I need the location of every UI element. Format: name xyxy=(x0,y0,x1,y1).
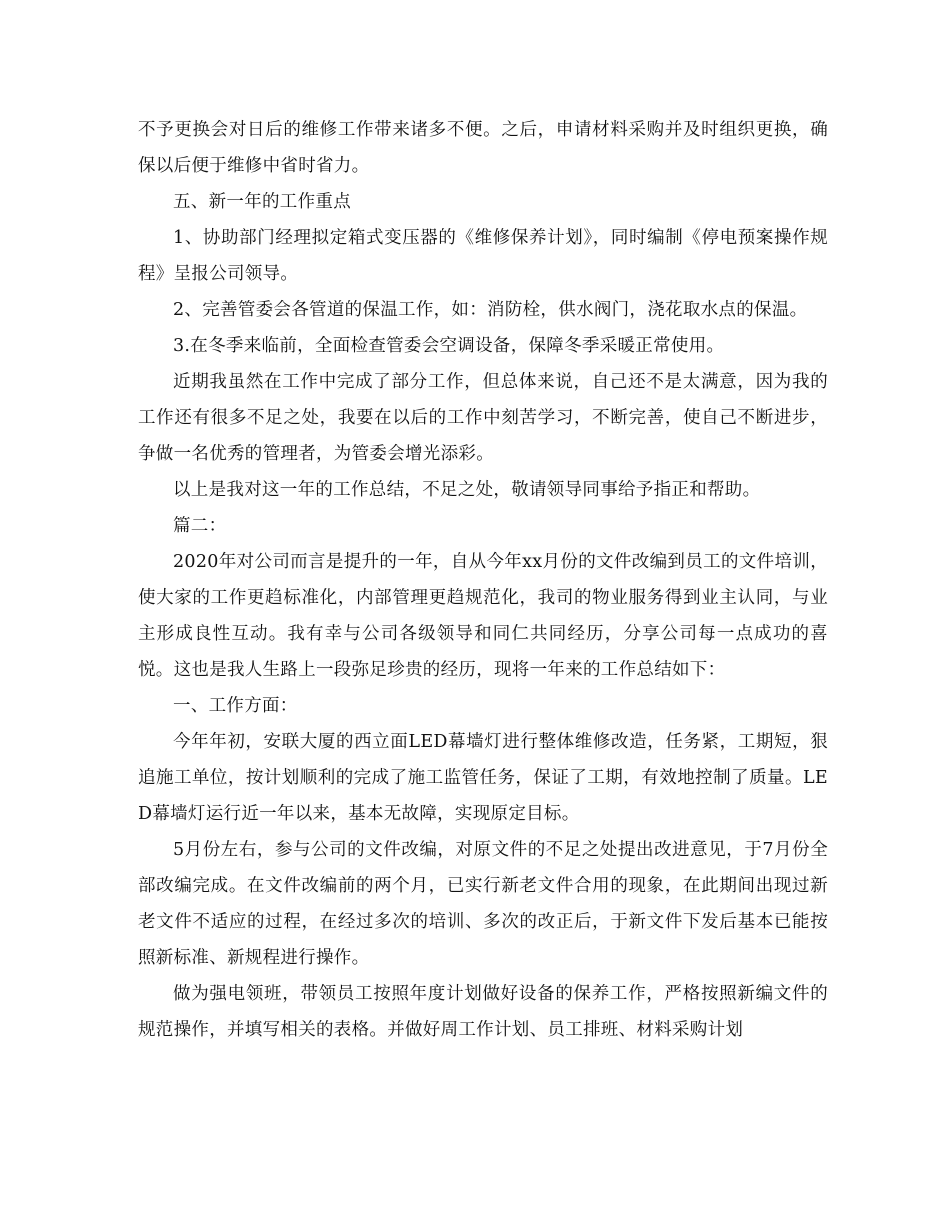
paragraph: 1、协助部门经理拟定箱式变压器的《维修保养计划》，同时编制《停电预案操作规程》呈报公司领导。 xyxy=(138,228,828,284)
paragraph: 2、完善管委会各管道的保温工作，如：消防栓，供水阀门，浇花取水点的保温。 xyxy=(173,300,808,320)
paragraph: 做为强电领班，带领员工按照年度计划做好设备的保养工作，严格按照新编文件的规范操作，并填写相关的表格。并做好周工作计划、员工排班、材料采购计划 xyxy=(138,984,828,1040)
section-heading: 篇二： xyxy=(173,516,227,536)
paragraph: 近期我虽然在工作中完成了部分工作，但总体来说，自己还不是太满意，因为我的工作还有很多不足之处，我要在以后的工作中刻苦学习，不断完善，使自己不断进步，争做一名优秀的管理者，为管委会增光添彩。 xyxy=(138,372,828,464)
section-heading: 一、工作方面： xyxy=(173,696,298,716)
document-body xyxy=(138,112,828,1048)
paragraph: 5月份左右，参与公司的文件改编，对原文件的不足之处提出改进意见，于7月份全部改编完成。在文件改编前的两个月，已实行新老文件合用的现象，在此期间出现过新老文件不适应的过程，在经过多次的培训、多次的改正后，于新文件下发后基本已能按照新标准、新规程进行操作。 xyxy=(138,840,828,968)
section-heading: 五、新一年的工作重点 xyxy=(173,192,351,212)
paragraph: 3.在冬季来临前，全面检查管委会空调设备，保障冬季采暖正常使用。 xyxy=(173,336,725,356)
paragraph: 不予更换会对日后的维修工作带来诸多不便。之后，申请材料采购并及时组织更换，确保以后便于维修中省时省力。 xyxy=(138,120,828,176)
paragraph: 今年年初，安联大厦的西立面LED幕墙灯进行整体维修改造，任务紧，工期短，狠追施工单位，按计划顺利的完成了施工监管任务，保证了工期，有效地控制了质量。LED幕墙灯运行近一年以来，基本无故障，实现原定目标。 xyxy=(138,732,828,824)
paragraph: 以上是我对这一年的工作总结，不足之处，敬请领导同事给予指正和帮助。 xyxy=(173,480,761,500)
paragraph: 2020年对公司而言是提升的一年，自从今年xx月份的文件改编到员工的文件培训，使大家的工作更趋标准化，内部管理更趋规范化，我司的物业服务得到业主认同，与业主形成良性互动。我有幸与公司各级领导和同仁共同经历，分享公司每一点成功的喜悦。这也是我人生路上一段弥足珍贵的经历，现将一年来的工作总结如下： xyxy=(138,552,828,680)
